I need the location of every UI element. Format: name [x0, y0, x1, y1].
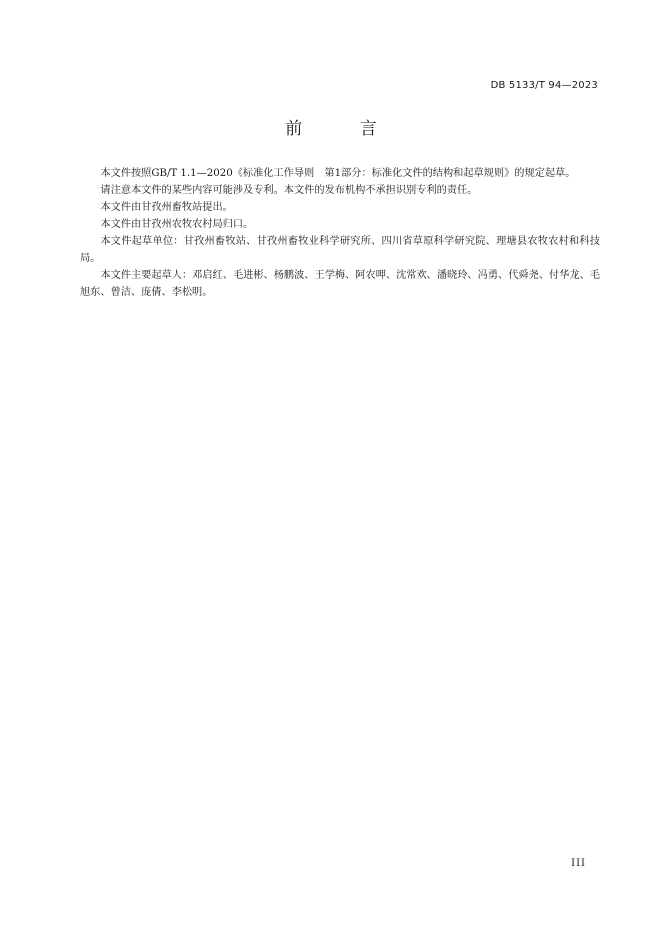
paragraph-drafters: 本文件主要起草人：邓启红、毛进彬、杨鹏波、王学梅、阿农呷、沈常欢、潘晓玲、冯勇、代舜尧、付华龙、毛旭东、曾洁、庞倩、李松明。: [80, 270, 600, 298]
document-code: DB 5133/T 94—2023: [490, 80, 598, 91]
paragraph-patent-notice: 请注意本文件的某些内容可能涉及专利。本文件的发布机构不承担识别专利的责任。: [100, 185, 478, 196]
page-title: 前 言: [285, 119, 403, 139]
paragraph-proposer: 本文件由甘孜州畜牧站提出。: [100, 202, 233, 213]
paragraph-drafting-units: 本文件起草单位：甘孜州畜牧站、甘孜州畜牧业科学研究所、四川省草原科学研究院、理塘县农牧农村和科技局。: [80, 236, 600, 264]
paragraph-administrator: 本文件由甘孜州农牧农村局归口。: [100, 219, 254, 230]
foreword-body: [80, 165, 600, 301]
page-number: III: [571, 858, 586, 869]
paragraph-drafting-basis: 本文件按照GB/T 1.1—2020《标准化工作导则 第1部分：标准化文件的结构和起草规则》的规定起草。: [100, 168, 576, 179]
